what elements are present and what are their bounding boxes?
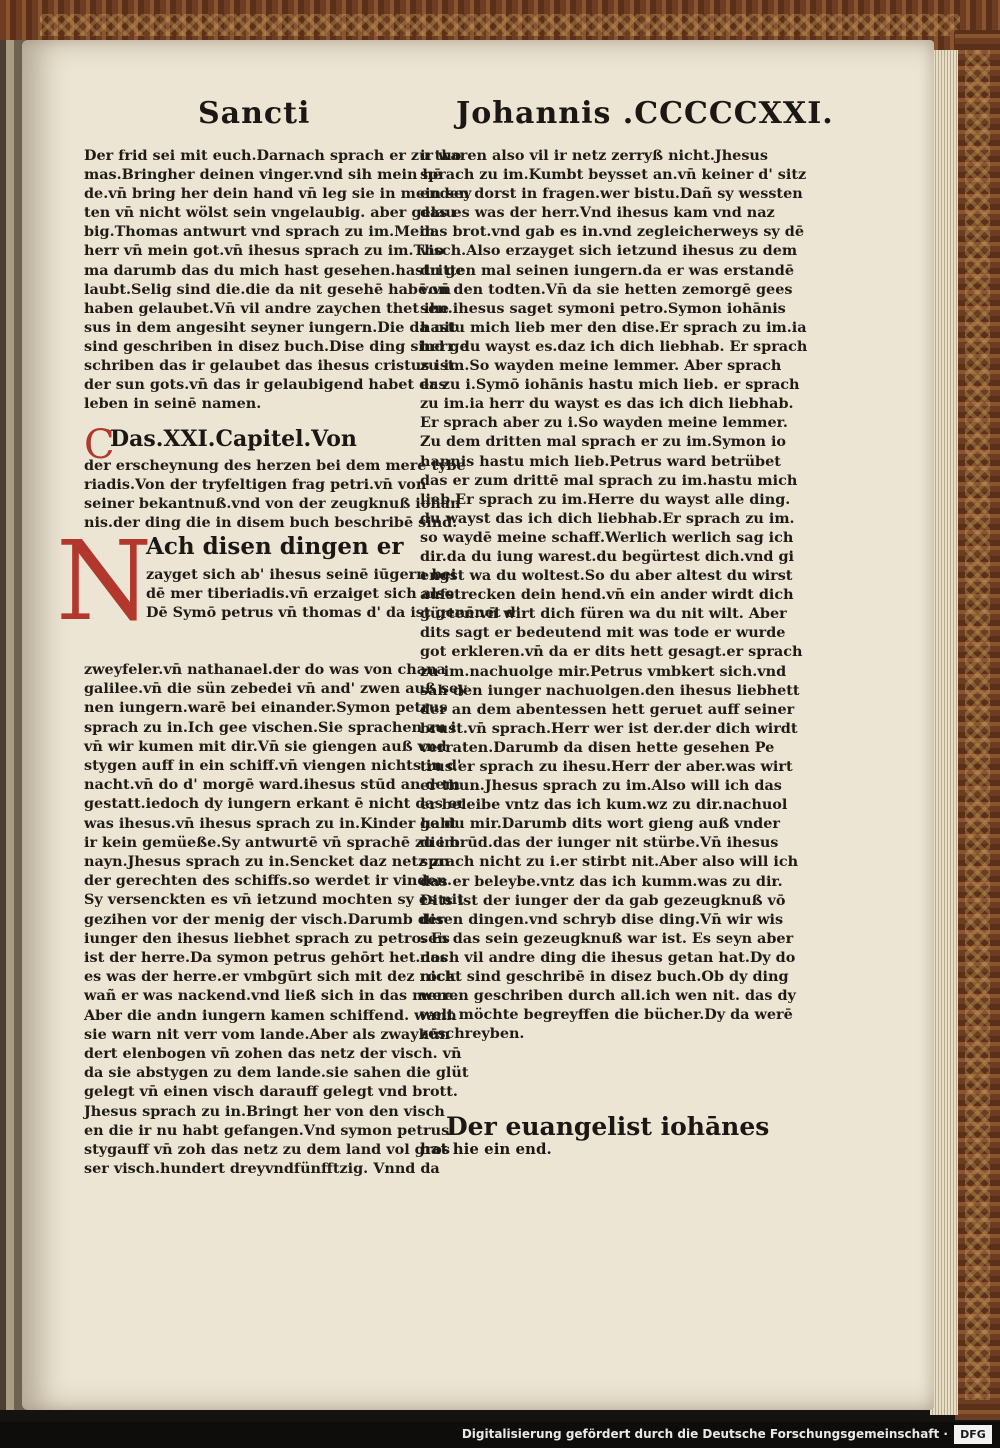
colophon-subtitle: hat hie ein end. [420, 1140, 552, 1158]
right-column-text: ir waren also vil ir netz zerryß nicht.Jhesus sprach zu im.Kumbt beysset an.vn̄ keiner enden dorst in fragen.wer bistu.Dañ sy das es was der herr.Vnd ihesus kam vnd das brot.vnd gab es in.vnd zegleicherweys visch.Also erzayget sich ietzund ihesus dritten mal seinen iungern.da er was von den todten.Vn̄ da sie hetten zemorgē sen.ihesus saget symoni petro.Symon hastu mich lieb mer den dise.Er sprach herr du wayst es.daz ich dich liebhab. zu im.So wayden meine lemmer. Aber er zu i.Symō iohānis hastu mich lieb. er zu im.ia herr du wayst es das ich dich Er sprach aber zu i.So wayden meine Zu dem dritten mal sprach er zu im.Symon hannis hastu mich lieb.Petrus ward das er zum drittē mal sprach zu im.hastu lieb.Er sprach zu im.Herre du wayst alle du wayst das ich dich liebhab.Er sprach so waydē meine schaff.Werlich werlich dir.da du iung warest.du begürtest engst wa du woltest.So du aber altest aufstrecken dein hend.vn̄ ein ander gürten.vn̄ wirt dich füren wa du nit wilt. dits sagt er bedeutend mit was tode er got erkleren.vn̄ da er dits hett gesagt.er zu im.nachuolge mir.Petrus vmbkert sah den iunger nachuolgen.den ihesus der an dem abentessen hett geruet auff brust.vn̄ sprach.Herr wer ist der.der verraten.Darumb da disen hette gesehen trus.er sprach zu ihesu.Herr der aber.was er thun.Jhesus sprach zu im.Also will er beleibe vntz das ich kum.wz zu ge du mir.Darumb dits wort gieng auß die brūd.das der iunger nit stürbe.Vn̄ sprach nicht zu i.er stirbt nit.Aber also das er beleybe.vntz das ich kumm.was Dits ist der iunger der da gab gezeugknuß disen dingen.vnd schryb dise ding.Vn̄ sen das sein gezeugknuß war ist. Es noch vil andre ding die ihesus getan nicht sind geschribē in disez buch.Ob weren geschriben durch all.ich wen nit. welt möchte begreyffen die bücher.Dy zeschreyben. [420, 147, 768, 1043]
chapter-summary: der erscheynung des herzen bei dem mere tybe riadis.Von der tryfeltigen frag petri.vn̄ von seiner bekantnuß.vnd von der zeugknuß iohan nis.der ding die in disem buch beschribē sind. [84, 457, 466, 532]
dfg-logo: DFG [954, 1425, 992, 1444]
rubric-initial-n: N [56, 517, 153, 645]
rubric-initial-c: C [84, 422, 115, 468]
page-edges [930, 50, 958, 1415]
opening-line: Ach disen dingen er [146, 533, 404, 560]
chapter-heading: Das.XXI.Capitel.Von [110, 426, 357, 452]
opening-indented-lines: zayget sich ab' ihesus seinē iūgern bei dē mer tiberiadis.vn̄ erzaiget sich also Dē Symō petrus vn̄ thomas d' da ist genēnet d' [146, 566, 521, 622]
left-column-body-text: zweyfeler.vn̄ nathanael.der do was von chana galilee.vn̄ die sün zebedei vn̄ and' zwen auß sey nen iungern.warē bei einander.Symon petrus sprach zu in.Ich gee vischen.Sie sprachen zu i vn̄ wir kumen mit dir.Vn̄ sie giengen auß vnd stygen auff in ein schiff.vn̄ viengen nichts in d' nacht.vn̄ do d' morgē ward.ihesus stūd an dem gestatt.iedoch dy iungern erkant ē nicht das er was ihesus.vn̄ ihesus sprach zu in.Kinder habt ir kein gemüeße.Sy antwurtē vn̄ sprachē zu im nayn.Jhesus sprach zu in.Sencket daz netz zu der gerechten des schiffs.so werdet ir vinden. Sy versenckten es vn̄ ietzund mochten sy es nit gezihen vor der menig der visch.Darumb der iunger den ihesus liebhet sprach zu petro. Es ist der herre.Da symon petrus gehōrt het.das es was der herre.er vmbgūrt sich mit dez rock. wañ er was nackend.vnd ließ sich in das mere. Aber die andn iungern kamen schiffend. wann sie warn nit verr vom lande.Aber als zwayhūn dert elenbogen vn̄ zohen das netz der visch. vn̄ da sie abstygen zu dem lande.sie sahen die glüt gelegt vn̄ einen visch darauff gelegt vnd brott. Jhesus sprach zu in.Bringt her von den visch en die ir nu habt gefangen.Vnd symon petrus stygauff vn̄ zoh das netz zu dem land vol gros ser visch.hundert dreyvndfünfftzig. Vnnd da [84, 661, 469, 1178]
running-head-left: Sancti [198, 96, 311, 131]
running-head-right: Johannis .CCCCCXXI. [456, 96, 834, 131]
colophon-title: Der euangelist iohānes [446, 1112, 770, 1141]
funding-footer [0, 1422, 1000, 1448]
funding-credit: Digitalisierung gefördert durch die Deutsche Forschungsgemeinschaft · [461, 1427, 948, 1441]
left-column-top-text: Der frid sei mit euch.Darnach sprach mas.Bringher deinen vinger.vnd sih de.vn̄ bring her dein hand vn̄ leg sie ten vn̄ nicht wölst sein vngelaubig. big.Thomas antwurt vnd sprach zu herr vn̄ mein got.vn̄ ihesus sprach zu ma darumb das du mich hast gesehen.hastu laubt.Selig sind die.die da nit gesehē haben gelaubet.Vn̄ vil andre zaychen sus in dem angesiht seyner iungern.Die sind geschriben in disez buch.Dise schriben das ir gelaubet das ihesus der sun gots.vn̄ das ir gelaubigend leben in seinē namen. [84, 147, 441, 413]
binding-board-right [955, 30, 1000, 1420]
